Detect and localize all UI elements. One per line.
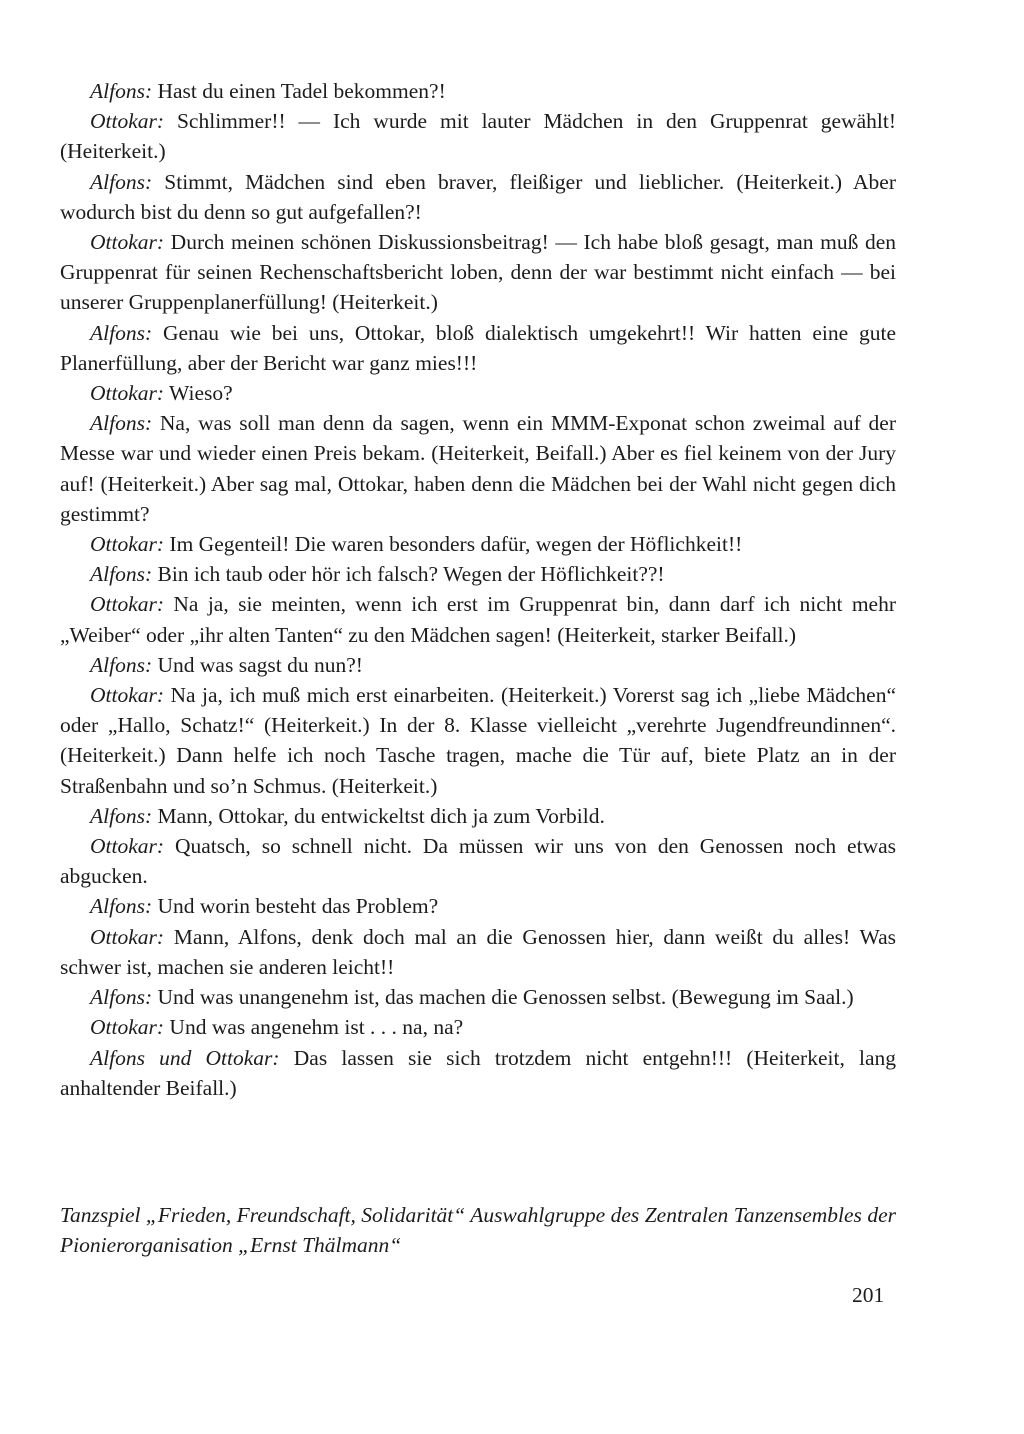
dialogue-line	[60, 680, 896, 801]
speech-text: Und was unangenehm ist, das machen die Genossen selbst. (Bewegung im Saal.)	[157, 985, 854, 1010]
speech-text: Mann, Ottokar, du entwickeltst dich ja zum Vorbild.	[157, 803, 605, 828]
speech-text: Im Gegenteil! Die waren besonders dafür, wegen der Höflichkeit!!	[169, 532, 743, 557]
speech-text: Durch meinen schönen Diskussionsbeitrag! — Ich habe bloß gesagt, man muß den Gruppenrat für seinen Rechenschaftsbericht loben, denn der war bestimmt nicht einfach — bei unserer Gruppenplanerfüllung! (Heiterkeit.)	[60, 230, 897, 315]
dialogue-line	[60, 801, 896, 831]
dialogue-line	[60, 408, 896, 529]
speaker-name: Ottokar:	[90, 230, 165, 255]
dialogue-line	[60, 167, 896, 227]
speech-text: Und was angenehm ist . . . na, na?	[169, 1015, 464, 1040]
speech-text: Na ja, sie meinten, wenn ich erst im Gruppenrat bin, dann darf ich nicht mehr „Weiber“ oder „ihr alten Tanten“ zu den Mädchen sagen! (Heiterkeit, starker Beifall.)	[60, 592, 897, 647]
dialogue-line	[60, 1043, 896, 1103]
dialogue-line	[60, 76, 896, 106]
speaker-name: Alfons:	[90, 652, 153, 677]
speech-text: Mann, Alfons, denk doch mal an die Genossen hier, dann weißt du alles! Was schwer ist, machen sie anderen leicht!!	[60, 924, 896, 979]
speech-text: Wieso?	[169, 381, 233, 406]
speech-text: Na, was soll man denn da sagen, wenn ein MMM-Exponat schon zweimal auf der Messe war und wieder einen Preis bekam. (Heiterkeit, Beifall.) Aber es fiel keinem von der Jury auf! (Heiterkeit.) Aber sag mal, Ottokar, haben denn die Mädchen bei der Wahl nicht gegen dich gestimmt?	[60, 411, 896, 526]
dialogue-line	[60, 831, 896, 891]
speaker-name: Ottokar:	[90, 924, 165, 949]
speaker-name: Alfons:	[90, 411, 153, 436]
speech-text: Genau wie bei uns, Ottokar, bloß dialektisch umgekehrt!! Wir hatten eine gute Planerfüllung, aber der Bericht war ganz mies!!!	[60, 320, 896, 375]
dialogue-block	[60, 76, 896, 1103]
speaker-name: Alfons:	[90, 169, 153, 194]
page-number: 201	[852, 1283, 885, 1307]
speaker-name: Alfons:	[90, 803, 153, 828]
dialogue-line	[60, 982, 896, 1012]
speaker-name: Ottokar:	[90, 381, 165, 406]
dialogue-line	[60, 891, 896, 921]
speech-text: Das lassen sie sich trotzdem nicht entgehn!!! (Heiterkeit, lang anhaltender Beifall.)	[60, 1045, 897, 1100]
speaker-name: Ottokar:	[90, 683, 165, 708]
speaker-name: Ottokar:	[90, 592, 165, 617]
speaker-name: Ottokar:	[90, 834, 165, 859]
speech-text: Quatsch, so schnell nicht. Da müssen wir uns von den Genossen noch etwas abgucken.	[60, 834, 896, 889]
speech-text: Schlimmer!! — Ich wurde mit lauter Mädchen in den Gruppenrat gewählt! (Heiterkeit.)	[60, 109, 897, 164]
speaker-name: Alfons und Ottokar:	[90, 1045, 280, 1070]
dialogue-line	[60, 318, 896, 378]
speaker-name: Ottokar:	[90, 109, 165, 134]
dialogue-line	[60, 589, 896, 649]
speaker-name: Ottokar:	[90, 1015, 165, 1040]
speaker-name: Alfons:	[90, 894, 153, 919]
dialogue-line	[60, 1012, 896, 1042]
dialogue-line	[60, 227, 896, 318]
speech-text: Bin ich taub oder hör ich falsch? Wegen der Höflichkeit??!	[157, 562, 665, 587]
speaker-name: Alfons:	[90, 985, 153, 1010]
speech-text: Und worin besteht das Problem?	[157, 894, 439, 919]
dialogue-line	[60, 106, 896, 166]
closing-note: Tanzspiel „Frieden, Freundschaft, Solidarität“ Auswahlgruppe des Zentralen Tanzensembles der Pionierorganisation „Ernst Thälmann“	[60, 1203, 896, 1258]
dialogue-line	[60, 378, 896, 408]
dialogue-line	[60, 559, 896, 589]
speaker-name: Alfons:	[90, 320, 153, 345]
speech-text: Und was sagst du nun?!	[157, 652, 363, 677]
dialogue-line	[60, 529, 896, 559]
speaker-name: Alfons:	[90, 562, 153, 587]
dialogue-line	[60, 922, 896, 982]
dialogue-line	[60, 650, 896, 680]
speech-text: Na ja, ich muß mich erst einarbeiten. (Heiterkeit.) Vorerst sag ich „liebe Mädchen“ oder „Hallo, Schatz!“ (Heiterkeit.) In der 8. Klasse vielleicht „verehrte Jugendfreundinnen“. (Heiterkeit.) Dann helfe ich noch Tasche tragen, mache die Tür auf, biete Platz an in der Straßenbahn und so’n Schmus. (Heiterkeit.)	[60, 683, 896, 798]
speaker-name: Ottokar:	[90, 532, 165, 557]
speech-text: Stimmt, Mädchen sind eben braver, fleißiger und lieblicher. (Heiterkeit.) Aber wodurch bist du denn so gut aufgefallen?!	[60, 169, 897, 224]
speaker-name: Alfons:	[90, 79, 153, 103]
speech-text: Hast du einen Tadel bekommen?!	[157, 79, 446, 103]
